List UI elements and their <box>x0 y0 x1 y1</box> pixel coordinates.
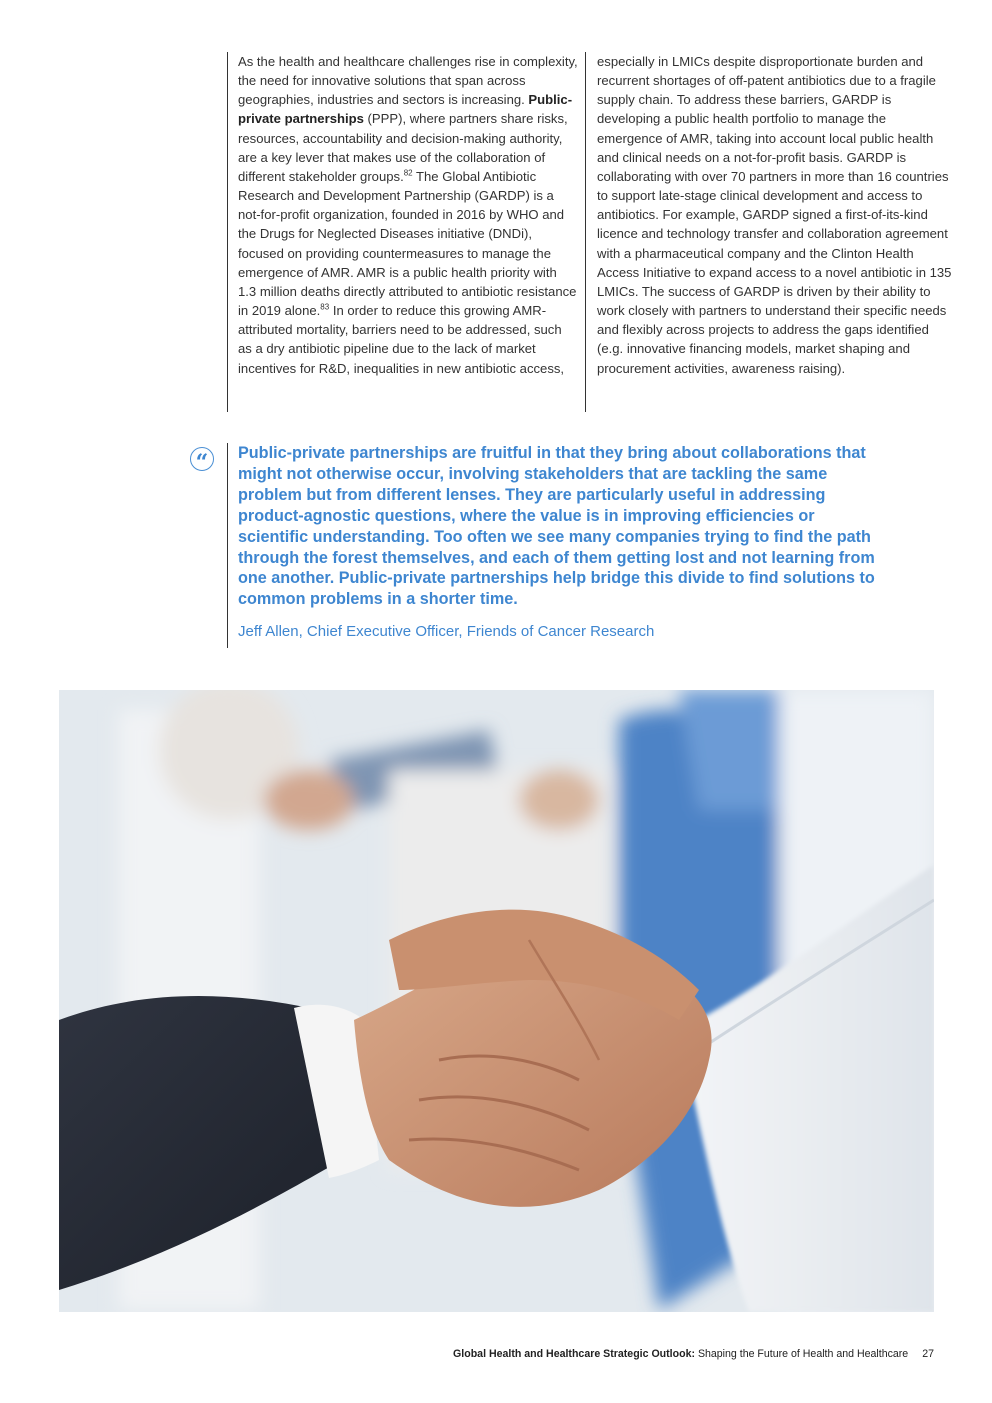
pull-quote <box>227 443 898 648</box>
footnote-ref: 83 <box>320 302 330 312</box>
handshake-photo <box>59 690 934 1312</box>
body-text: In order to reduce this growing AMR-attributed mortality, barriers need to be addressed, such as a dry antibiotic pipeline due to the lack of market incentives for R&D, inequalities in new antibiotic access, <box>238 303 565 376</box>
body-column-left <box>227 52 578 412</box>
quote-author: Jeff Allen, Chief Executive Officer, Friends of Cancer Research <box>238 623 655 641</box>
body-column-right <box>585 52 952 412</box>
body-text: (PPP), where partners share risks, resources, accountability and decision-making authority, are a key lever that makes use of the collaboration of different stakeholder groups. <box>238 111 568 184</box>
body-paragraph-right: especially in LMICs despite disproportionate burden and recurrent shortages of off-patent antibiotics due to a fragile supply chain. To address these barriers, GARDP is developing a public health portfolio to manage the emergence of AMR, taking into account local public health and clinical needs on a not-for-profit basis. GARDP is collaborating with over 70 partners in more than 16 countries to support late-stage clinical development and access to antibiotics. For example, GARDP signed a first-of-its-kind licence and technology transfer and collaboration agreement with a pharmaceutical company and the Clinton Health Access Initiative to expand access to a novel antibiotic in 135 LMICs. The success of GARDP is driven by their ability to work closely with partners to understand their specific needs and flexibly across projects to address the gaps identified (e.g. innovative financing models, market shaping and procurement activities, awareness raising). <box>597 54 952 376</box>
body-paragraph-left <box>238 52 578 378</box>
quote-text: Public-private partnerships are fruitful in that they bring about collaborations that might not otherwise occur, involving stakeholders that are tackling the same problem but from different lenses. They are particularly useful in addressing product-agnostic questions, where the value is in improving efficiencies or scientific understanding. Too often we see many companies trying to find the path through the forest themselves, and each of them getting lost and not learning from one another. Public-private partnerships help bridge this divide to find solutions to common problems in a shorter time. <box>238 444 875 609</box>
footnote-ref: 82 <box>403 168 413 178</box>
body-text: The Global Antibiotic Research and Development Partnership (GARDP) is a not-for-profit organization, founded in 2016 by WHO and the Drugs for Neglected Diseases initiative (DNDi), focused on providing countermeasures to manage the emergence of AMR. AMR is a public health priority with 1.3 million deaths directly attributed to antibiotic resistance in 2019 alone. <box>238 168 577 319</box>
body-text: As the health and healthcare challenges rise in complexity, the need for innovative solutions that span across geographies, industries and sectors is increasing. <box>238 54 578 108</box>
bold-term: Public-private partnerships <box>238 92 573 127</box>
quote-mark-icon: “ <box>190 447 214 471</box>
page-footer <box>0 1348 934 1360</box>
footer-title-bold: Global Health and Healthcare Strategic Outlook: <box>453 1348 695 1360</box>
handshake-illustration <box>59 690 934 1312</box>
page-number: 27 <box>922 1348 934 1360</box>
footer-title-rest: Shaping the Future of Health and Healthcare <box>695 1348 909 1360</box>
